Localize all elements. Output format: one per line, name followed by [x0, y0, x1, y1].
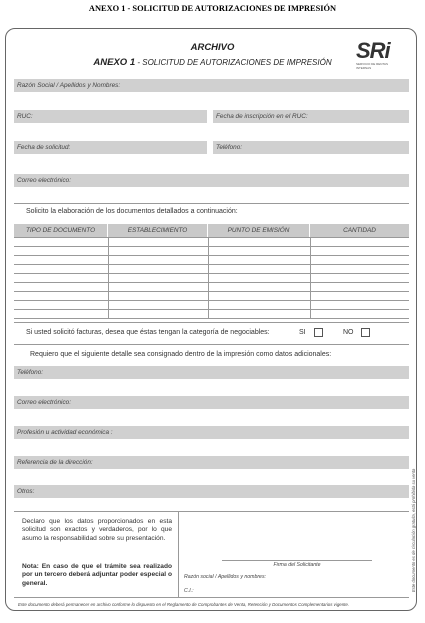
vertical-note: Este documento es de circulación gratuita, está prohibida su venta — [411, 468, 416, 592]
col-header-punto: PUNTO DE EMISIÓN — [208, 224, 310, 237]
table-row[interactable] — [14, 246, 409, 255]
si-label: SI — [299, 329, 306, 336]
otros-label: Otros: — [17, 488, 35, 495]
divider — [178, 511, 179, 597]
firma-label: Firma del Solicitante — [273, 562, 321, 568]
adicional-telefono-field[interactable] — [14, 366, 409, 379]
adicional-correo-field[interactable] — [14, 396, 409, 409]
otros-field[interactable] — [14, 485, 409, 498]
declaracion-text: Declaro que los datos proporcionados en esta solicitud son exactos y verdaderos, por lo que asumo la responsabilidad sobre su presentación. — [22, 518, 172, 542]
fecha-inscripcion-label: Fecha de inscripción en el RUC: — [216, 113, 308, 120]
ruc-label: RUC: — [17, 113, 33, 120]
sri-logo-text: SRi — [356, 38, 390, 63]
divider — [14, 203, 409, 204]
telefono-label: Teléfono: — [216, 144, 243, 151]
page-title: ANEXO 1 - SOLICITUD DE AUTORIZACIONES DE IMPRESIÓN — [88, 4, 337, 13]
fecha-solicitud-label: Fecha de solicitud: — [17, 144, 71, 151]
nota-text: Nota: En caso de que el trámite sea realizado por un tercero deberá adjuntar poder especial o general. — [22, 563, 172, 587]
divider — [14, 322, 409, 323]
archivo-heading: ARCHIVO — [190, 42, 235, 53]
col-header-tipo: TIPO DE DOCUMENTO — [14, 224, 108, 237]
footer-note: Este documento deberá permanecer en archivo conforme lo dispuesto en el Reglamento de Comprobantes de Venta, Retención y Documentos Complementarios vigente. — [18, 602, 350, 607]
referencia-field[interactable] — [14, 456, 409, 469]
table-row[interactable] — [14, 282, 409, 291]
firma-line[interactable] — [222, 560, 372, 561]
subtitle-text: - SOLICITUD DE AUTORIZACIONES DE IMPRESIÓN — [135, 58, 332, 67]
table-row[interactable] — [14, 255, 409, 264]
table-row-line — [14, 318, 409, 319]
adicionales-intro: Requiero que el siguiente detalle sea consignado dentro de la impresión como datos adicionales: — [30, 351, 332, 358]
table-row[interactable] — [14, 264, 409, 273]
correo-field[interactable] — [14, 174, 409, 187]
sri-logo — [356, 40, 402, 72]
negociables-question: Si usted solicitó facturas, desea que éstas tengan la categoría de negociables: — [26, 329, 270, 336]
col-header-establecimiento: ESTABLECIMIENTO — [108, 224, 208, 237]
fecha-solicitud-field[interactable] — [14, 141, 207, 154]
divider — [14, 511, 409, 512]
referencia-label: Referencia de la dirección: — [17, 459, 93, 466]
razon-social-label: Razón Social / Apellidos y Nombres: — [17, 82, 121, 89]
table-row[interactable] — [14, 309, 409, 318]
ci-label: C.I.: — [184, 588, 194, 594]
anexo-label: ANEXO 1 — [93, 57, 136, 68]
telefono-field[interactable] — [213, 141, 409, 154]
table-row[interactable] — [14, 291, 409, 300]
ruc-field[interactable] — [14, 110, 207, 123]
adicional-telefono-label: Teléfono: — [17, 369, 44, 376]
divider — [14, 597, 409, 598]
table-row[interactable] — [14, 237, 409, 246]
razon-social-field[interactable] — [14, 79, 409, 92]
no-checkbox[interactable] — [361, 328, 370, 337]
profesion-label: Profesión u actividad económica : — [17, 429, 113, 436]
solicito-text: Solicito la elaboración de los documentos detallados a continuación: — [26, 208, 238, 215]
divider — [14, 344, 409, 345]
sri-logo-subtext: SERVICIO DE RENTAS INTERNAS — [356, 62, 389, 70]
si-checkbox[interactable] — [314, 328, 323, 337]
razon-firma-label: Razón social / Apellidos y nombres: — [184, 574, 266, 580]
col-header-cantidad: CANTIDAD — [310, 224, 409, 237]
no-label: NO — [343, 329, 354, 336]
adicional-correo-label: Correo electrónico: — [17, 399, 71, 406]
table-row[interactable] — [14, 273, 409, 282]
fecha-inscripcion-field[interactable] — [213, 110, 409, 123]
profesion-field[interactable] — [14, 426, 409, 439]
correo-label: Correo electrónico: — [17, 177, 71, 184]
table-row[interactable] — [14, 300, 409, 309]
